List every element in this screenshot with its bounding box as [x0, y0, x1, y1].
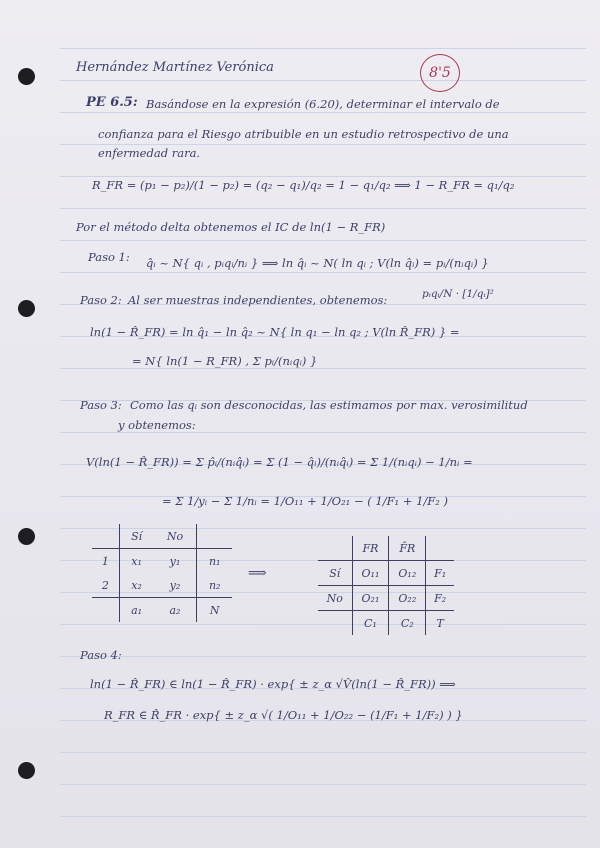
table1-header-cell [92, 524, 119, 549]
grade-circle: 8'5 [420, 54, 460, 92]
binder-hole [18, 528, 35, 545]
table1-cell: n₂ [208, 578, 221, 592]
binder-hole [18, 300, 35, 317]
ruled-line [60, 272, 586, 273]
ruled-line [60, 752, 586, 753]
table1-header-cell [197, 524, 232, 549]
table1-cell: n₁ [197, 549, 232, 574]
paso-4-label: Paso 4: [80, 648, 122, 662]
table2-header-cell: FR [352, 536, 389, 561]
ruled-line [60, 816, 586, 817]
table2-header-cell: F̄R [389, 536, 426, 561]
table1-header-cell: Sí [131, 529, 143, 543]
paso-1-label: Paso 1: [88, 250, 130, 264]
table1-cell: x₂ [131, 578, 142, 592]
ruled-line [60, 144, 586, 145]
rfr-equation: R_FR = (p₁ − p₂)/(1 − p₂) = (q₂ − q₁)/q₂ = 1 − q₁/q₂ ⟹ 1 − R_FR = q₁/q₂ [92, 178, 515, 192]
problem-label: PE 6.5: [86, 95, 138, 110]
table1-row-label: 2 [92, 573, 119, 598]
ruled-line [60, 176, 586, 177]
ruled-line [60, 432, 586, 433]
table2-cell: O₂₂ [389, 586, 426, 611]
paso-2-equation: ln(1 − R̂_FR) = ln q̂₁ − ln q̂₂ ~ N{ ln q₁ − ln q₂ ; V(ln R̂_FR) } = [90, 325, 460, 339]
ruled-line [60, 784, 586, 785]
paso-3-label: Paso 3: [80, 398, 122, 412]
table2-header-cell [318, 536, 352, 561]
student-name: Hernández Martínez Verónica [76, 60, 274, 75]
table1-cell: y₁ [154, 549, 197, 574]
table1-cell: a₁ [119, 598, 153, 623]
table2-cell: O₂₁ [352, 586, 389, 611]
table1-cell: x₁ [119, 549, 153, 574]
paso-3-equation: V(ln(1 − R̂_FR)) = Σ p̂ᵢ/(nᵢq̂ᵢ) = Σ (1 − q̂ᵢ)/(nᵢq̂ᵢ) = Σ 1/(nᵢqᵢ) − 1/nᵢ = [86, 455, 473, 469]
paso-1-side-note: pᵢqᵢ/N · [1/qᵢ]² [422, 288, 494, 300]
table2-row-label: Sí [318, 561, 352, 586]
table1-row-label: 1 [92, 549, 119, 574]
ruled-line [60, 656, 586, 657]
problem-text-line: confianza para el Riesgo atribuible en un estudio retrospectivo de una [98, 127, 509, 141]
table2-cell: C₁ [352, 611, 389, 636]
table2-row-label: No [318, 586, 352, 611]
table1-header-cell: No [154, 524, 197, 549]
table2-cell: C₂ [389, 611, 426, 636]
paso-2-equation: = N{ ln(1 − R_FR) , Σ pᵢ/(nᵢqᵢ) } [132, 354, 318, 368]
implies-arrow: ⟹ [248, 566, 267, 581]
ruled-line [60, 368, 586, 369]
paso-3-text: Como las qᵢ son desconocidas, las estimamos por max. verosimilitud [130, 398, 528, 412]
table2-row-label [318, 611, 352, 636]
ruled-line [60, 240, 586, 241]
paso-3-equation: = Σ 1/yᵢ − Σ 1/nᵢ = 1/O₁₁ + 1/O₂₁ − ( 1/F₁ + 1/F₂ ) [162, 494, 449, 508]
table2-cell: F₁ [426, 561, 454, 586]
binder-hole [18, 68, 35, 85]
paso-2-text: Al ser muestras independientes, obtenemos: [128, 293, 388, 307]
table2-cell: O₁₁ [352, 561, 389, 586]
problem-text-line: enfermedad rara. [98, 146, 201, 160]
paso-1-equation: q̂ᵢ ~ N{ qᵢ , pᵢqᵢ/nᵢ } ⟹ ln q̂ᵢ ~ N( ln qᵢ ; V(ln q̂ᵢ) = pᵢ/(nᵢqᵢ) } [146, 256, 489, 270]
paso-2-label: Paso 2: [80, 293, 122, 307]
binder-hole [18, 762, 35, 779]
table1-cell: a₂ [154, 598, 197, 623]
ruled-line [60, 48, 586, 49]
contingency-table-2 [318, 536, 454, 635]
paso-4-equation: R_FR ∈ R̂_FR · exp{ ± z_α √( 1/O₁₁ + 1/O₂₂ − (1/F₁ + 1/F₂) ) } [104, 708, 463, 722]
table1-cell: N [197, 598, 232, 623]
table2-cell: O₁₂ [389, 561, 426, 586]
problem-text-line: Basándose en la expresión (6.20), determinar el intervalo de [146, 97, 500, 111]
ruled-line [60, 112, 586, 113]
contingency-table-1 [92, 524, 232, 622]
table2-header-cell [426, 536, 454, 561]
table2-cell: T [426, 611, 454, 636]
table2-cell: F₂ [426, 586, 454, 611]
ruled-line [60, 208, 586, 209]
delta-method-intro: Por el método delta obtenemos el IC de ln(1 − R_FR) [76, 220, 386, 234]
ruled-line [60, 80, 586, 81]
table1-cell: y₂ [154, 573, 197, 598]
table1-row-label [92, 598, 119, 623]
paso-3-text: y obtenemos: [118, 418, 196, 432]
paso-4-equation: ln(1 − R̂_FR) ∈ ln(1 − R̂_FR) · exp{ ± z_α √V̂(ln(1 − R̂_FR)) ⟹ [90, 677, 456, 691]
